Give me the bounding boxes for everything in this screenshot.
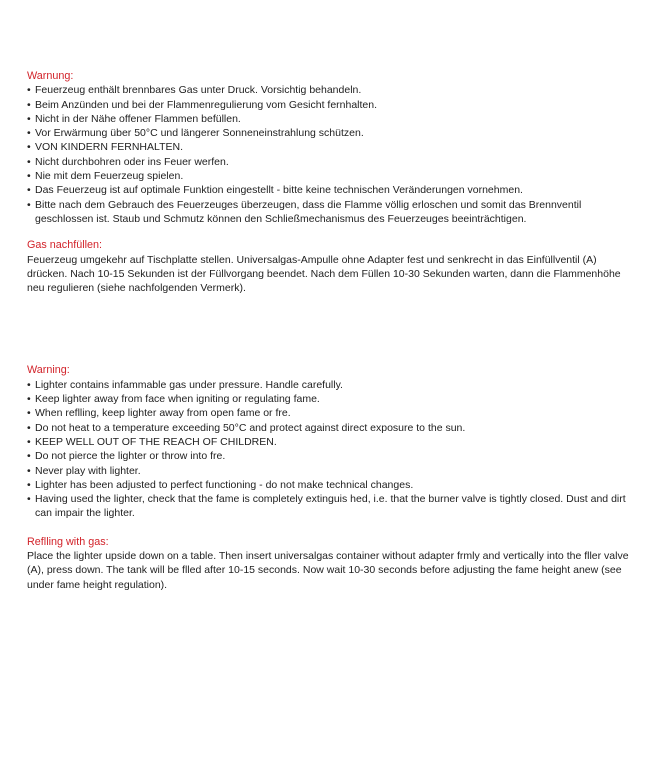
list-item: • Do not heat to a temperature exceeding 50°C and protect against direct exposure to the sun. bbox=[27, 421, 639, 435]
list-item: • Nicht durchbohren oder ins Feuer werfen. bbox=[27, 155, 639, 169]
heading-refilling-en: Reflling with gas: bbox=[27, 535, 109, 548]
section-gas-nachfuellen-de bbox=[27, 238, 639, 295]
list-item: • Vor Erwärmung über 50°C und längerer Sonneneinstrahlung schützen. bbox=[27, 126, 639, 140]
list-item: • KEEP WELL OUT OF THE REACH OF CHILDREN. bbox=[27, 435, 639, 449]
list-item: • VON KINDERN FERNHALTEN. bbox=[27, 140, 639, 154]
list-item: • When reflling, keep lighter away from open fame or fre. bbox=[27, 406, 639, 420]
list-item: • Never play with lighter. bbox=[27, 464, 639, 478]
paragraph-gas-nachfuellen-de: Feuerzeug umgekehr auf Tischplatte stellen. Universalgas-Ampulle ohne Adapter fest und senkrecht in das Einfüllventil (A) drücken. Nach 10-15 Sekunden ist der Füllvorgang beendet. Nach dem Füllen 10-30 Sekunden warten, dann die Flammenhöhe neu regulieren (siehe nachfolgenden Vermerk). bbox=[27, 253, 621, 295]
instruction-sheet bbox=[27, 69, 639, 592]
list-item: • Keep lighter away from face when igniting or regulating fame. bbox=[27, 392, 639, 406]
list-item: • Das Feuerzeug ist auf optimale Funktion eingestellt - bitte keine technischen Veränderungen vornehmen. bbox=[27, 183, 639, 197]
list-item: • Nicht in der Nähe offener Flammen befüllen. bbox=[27, 112, 639, 126]
list-item: • Do not pierce the lighter or throw into fre. bbox=[27, 449, 639, 463]
list-item: • Bitte nach dem Gebrauch des Feuerzeuges überzeugen, dass die Flamme völlig erloschen und somit das Brennventil geschlossen ist. Staub und Schmutz können den Schließmechanismus des Feuerzeuges beeinträchtigen. bbox=[27, 198, 639, 227]
warning-list-en bbox=[27, 378, 639, 521]
list-item: • Lighter has been adjusted to perfect functioning - do not make technical changes. bbox=[27, 478, 639, 492]
list-item: • Beim Anzünden und bei der Flammenregulierung vom Gesicht fernhalten. bbox=[27, 98, 639, 112]
paragraph-refilling-en: Place the lighter upside down on a table. Then insert universalgas container without adapter frmly and vertically into the fller valve (A), press down. The tank will be flled after 10-15 seconds. Now wait 10-30 seconds before adjusting the fame height anew (see under fame height regulation). bbox=[27, 550, 629, 591]
section-warnung-de bbox=[27, 69, 639, 226]
list-item: • Lighter contains infammable gas under pressure. Handle carefully. bbox=[27, 378, 639, 392]
heading-gas-nachfuellen-de: Gas nachfüllen: bbox=[27, 239, 103, 252]
section-warning-en bbox=[27, 363, 639, 520]
warning-list-de bbox=[27, 83, 639, 226]
heading-warning-en: Warning: bbox=[27, 364, 70, 377]
section-refilling-en bbox=[27, 535, 639, 592]
list-item: • Nie mit dem Feuerzeug spielen. bbox=[27, 169, 639, 183]
heading-warnung-de: Warnung: bbox=[27, 70, 74, 82]
list-item: • Feuerzeug enthält brennbares Gas unter Druck. Vorsichtig behandeln. bbox=[27, 83, 639, 97]
list-item: • Having used the lighter, check that the fame is completely extinguis hed, i.e. that the burner valve is tightly closed. Dust and dirt can impair the lighter. bbox=[27, 492, 639, 521]
